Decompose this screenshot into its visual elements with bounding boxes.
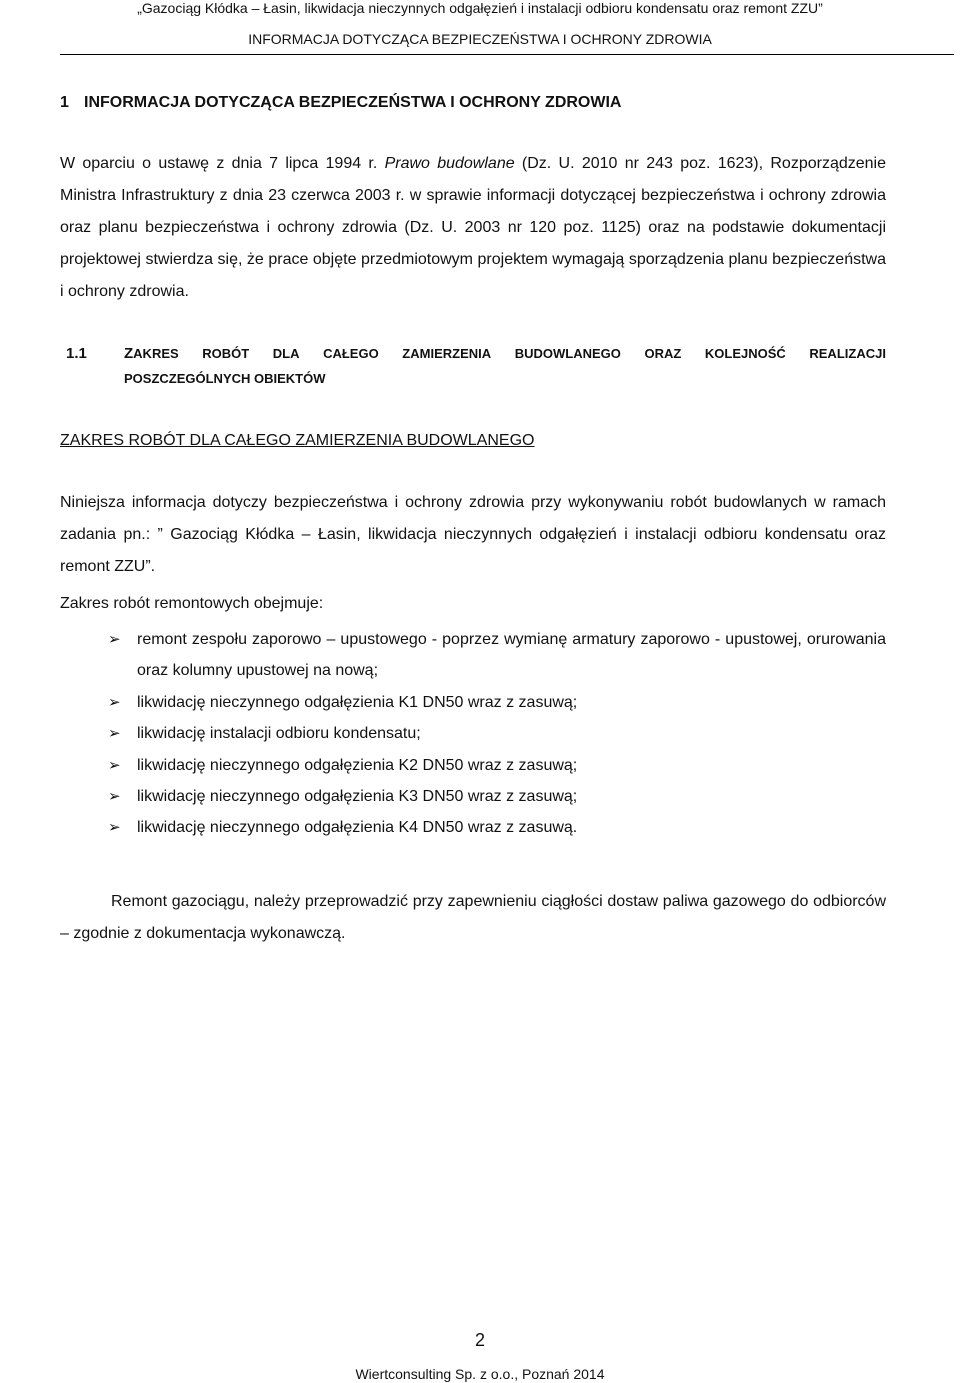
arrowhead-bullet-icon: ➢ bbox=[108, 756, 121, 774]
section-1-title: INFORMACJA DOTYCZĄCA BEZPIECZEŃSTWA I OCHRONY ZDROWIA bbox=[84, 94, 622, 111]
footer-company: Wiertconsulting Sp. z o.o., Poznań 2014 bbox=[355, 1366, 605, 1382]
scope-label: Zakres robót remontowych obejmuje: bbox=[60, 595, 324, 612]
list-item bbox=[60, 624, 886, 687]
section-1-1-title-line2: POSZCZEGÓLNYCH OBIEKTÓW bbox=[124, 371, 326, 386]
title-word: BUDOWLANEGO bbox=[514, 346, 621, 361]
title-word: ORAZ bbox=[644, 346, 682, 361]
arrowhead-bullet-icon: ➢ bbox=[108, 819, 121, 837]
section-1-heading bbox=[60, 93, 621, 113]
running-header-title: „Gazociąg Kłódka – Łasin, likwidacja nieczynnych odgałęzień i instalacji odbioru kondensatu oraz remont ZZU” bbox=[137, 0, 823, 16]
arrowhead-bullet-icon: ➢ bbox=[108, 693, 121, 711]
running-header-subtitle: INFORMACJA DOTYCZĄCA BEZPIECZEŃSTWA I OCHRONY ZDROWIA bbox=[248, 31, 712, 47]
legal-basis-text-a: W oparciu o ustawę z dnia 7 lipca 1994 r. bbox=[60, 155, 385, 172]
list-item-text: likwidację nieczynnego odgałęzienia K3 DN50 wraz z zasuwą; bbox=[137, 788, 578, 806]
scope-subheading: ZAKRES ROBÓT DLA CAŁEGO ZAMIERZENIA BUDOWLANEGO bbox=[60, 432, 535, 449]
section-1-number: 1 bbox=[60, 94, 69, 111]
title-word: REALIZACJI bbox=[809, 346, 886, 361]
title-word: CAŁEGO bbox=[323, 346, 379, 361]
title-word: KOLEJNOŚĆ bbox=[704, 346, 786, 361]
list-item bbox=[60, 718, 886, 749]
list-item-text: likwidację nieczynnego odgałęzienia K2 DN50 wraz z zasuwą; bbox=[137, 756, 578, 774]
scope-intro-paragraph: Niniejsza informacja dotyczy bezpieczeństwa i ochrony zdrowia przy wykonywaniu robót budowlanych w ramach zadania pn.: ” Gazociąg Kłódka – Łasin, likwidacja nieczynnych odgałęzień i instalacji odbioru kondensatu oraz remont ZZU”. bbox=[60, 494, 886, 575]
title-word-initial: Z bbox=[124, 345, 134, 362]
list-item bbox=[60, 781, 886, 812]
arrowhead-bullet-icon: ➢ bbox=[108, 631, 121, 648]
list-item-text: remont zespołu zaporowo – upustowego - poprzez wymianę armatury zaporowo - upustowej, orurowania oraz kolumny upustowej na nową; bbox=[137, 631, 886, 680]
page-number: 2 bbox=[474, 1330, 485, 1350]
section-1-paragraph bbox=[60, 148, 886, 308]
scope-items-list bbox=[60, 624, 886, 844]
list-item-text: likwidację nieczynnego odgałęzienia K1 DN50 wraz z zasuwą; bbox=[137, 693, 578, 711]
list-item bbox=[60, 687, 886, 718]
title-word: ROBÓT bbox=[202, 346, 250, 361]
list-item bbox=[60, 812, 886, 843]
law-title-italic: Prawo budowlane bbox=[384, 155, 515, 172]
section-1-1-number: 1.1 bbox=[66, 345, 87, 362]
header-rule bbox=[60, 54, 954, 55]
title-word: ZAKRES bbox=[124, 345, 179, 362]
title-word: ZAMIERZENIA bbox=[402, 346, 492, 361]
closing-paragraph: Remont gazociągu, należy przeprowadzić przy zapewnieniu ciągłości dostaw paliwa gazowego do odbiorców – zgodnie z dokumentacja wykonawczą. bbox=[60, 893, 886, 942]
arrowhead-bullet-icon: ➢ bbox=[108, 725, 121, 743]
title-word: DLA bbox=[272, 346, 300, 361]
list-item-text: likwidację nieczynnego odgałęzienia K4 DN50 wraz z zasuwą. bbox=[137, 819, 578, 837]
list-item-text: likwidację instalacji odbioru kondensatu; bbox=[137, 725, 421, 743]
list-item bbox=[60, 750, 886, 781]
arrowhead-bullet-icon: ➢ bbox=[108, 788, 121, 806]
legal-basis-text-b: (Dz. U. 2010 nr 243 poz. 1623), Rozporządzenie Ministra Infrastruktury z dnia 23 czerwca 2003 r. w sprawie informacji dotyczącej bezpieczeństwa i ochrony zdrowia oraz planu bezpieczeństwa i ochrony zdrowia (Dz. U. 2003 nr 120 poz. 1125) oraz na podstawie dokumentacji projektowej stwierdza się, że prace objęte przedmiotowym projektem wymagają sporządzenia planu bezpieczeństwa i ochrony zdrowia. bbox=[60, 155, 886, 300]
